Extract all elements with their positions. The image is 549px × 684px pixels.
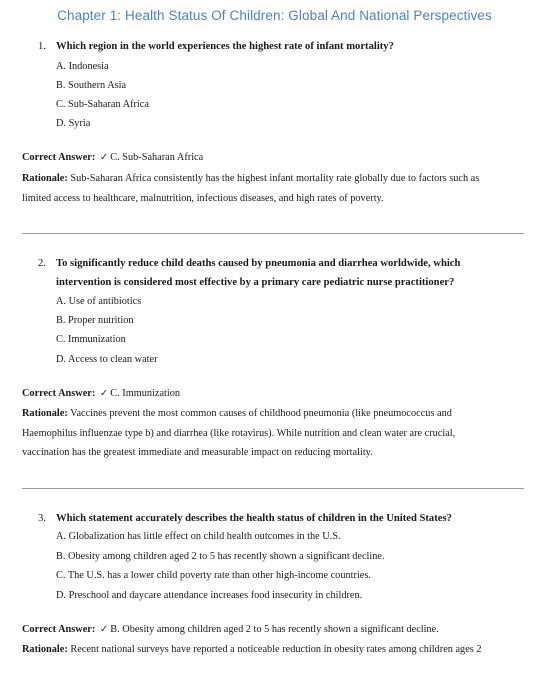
rationale-text: Recent national surveys have reported a noticeable reduction in obesity rates among children ages 2: [70, 644, 482, 655]
question-text: Which statement accurately describes the health status of children in the United States?: [56, 513, 452, 524]
rationale: [22, 408, 452, 419]
rationale-text: Vaccines prevent the most common causes of childhood pneumonia (like pneumococcus and: [70, 408, 452, 419]
chapter-title: Chapter 1: Health Status Of Children: Global And National Perspectives: [57, 8, 492, 23]
correct-answer-label: Correct Answer:: [22, 388, 96, 399]
option-d: D. Access to clean water: [56, 354, 158, 365]
rationale: [22, 173, 479, 184]
question-text: intervention is considered most effective by a primary care pediatric nurse practitioner?: [56, 277, 455, 288]
option-a: A. Indonesia: [56, 61, 109, 72]
correct-answer: [22, 624, 439, 635]
section-divider: [22, 233, 524, 234]
rationale-text: vaccination has the greatest immediate and measurable impact on reducing mortality.: [22, 447, 373, 458]
option-a: A. Globalization has little effect on child health outcomes in the U.S.: [56, 531, 341, 542]
option-b: B. Proper nutrition: [56, 315, 134, 326]
correct-answer-label: Correct Answer:: [22, 624, 96, 635]
option-d: D. Syria: [56, 118, 91, 129]
rationale-label: Rationale:: [22, 173, 68, 184]
option-c: C. The U.S. has a lower child poverty rate than other high-income countries.: [56, 570, 371, 581]
section-divider: [22, 488, 524, 489]
question-number: 3.: [38, 513, 46, 524]
correct-answer: [22, 152, 203, 163]
rationale-label: Rationale:: [22, 644, 68, 655]
question-text: Which region in the world experiences the highest rate of infant mortality?: [56, 41, 394, 52]
option-a: A. Use of antibiotics: [56, 296, 142, 307]
option-b: B. Southern Asia: [56, 80, 127, 91]
correct-answer: [22, 388, 180, 399]
correct-answer-value: C. Sub-Saharan Africa: [110, 152, 204, 163]
correct-answer-label: Correct Answer:: [22, 152, 96, 163]
option-d: D. Preschool and daycare attendance increases food insecurity in children.: [56, 590, 363, 601]
checkmark-icon: ✓: [99, 388, 109, 399]
checkmark-icon: ✓: [99, 624, 109, 635]
option-b: B. Obesity among children aged 2 to 5 has recently shown a significant decline.: [56, 551, 385, 562]
option-c: C. Sub-Saharan Africa: [56, 99, 149, 110]
option-c: C. Immunization: [56, 334, 126, 345]
rationale-text: Haemophilus influenzae type b) and diarrhea (like rotavirus). While nutrition and clean water are crucial,: [22, 428, 456, 439]
correct-answer-value: B. Obesity among children aged 2 to 5 has recently shown a significant decline.: [110, 624, 439, 635]
question-number: 2.: [38, 258, 46, 269]
correct-answer-value: C. Immunization: [110, 388, 181, 399]
question-number: 1.: [38, 41, 46, 52]
rationale: [22, 644, 482, 655]
rationale-label: Rationale:: [22, 408, 68, 419]
question-text: To significantly reduce child deaths caused by pneumonia and diarrhea worldwide, which: [56, 258, 461, 269]
rationale-text: Sub-Saharan Africa consistently has the highest infant mortality rate globally due to factors such as: [70, 173, 480, 184]
rationale-text: limited access to healthcare, malnutrition, infectious diseases, and high rates of poverty.: [22, 193, 384, 204]
checkmark-icon: ✓: [99, 152, 109, 163]
